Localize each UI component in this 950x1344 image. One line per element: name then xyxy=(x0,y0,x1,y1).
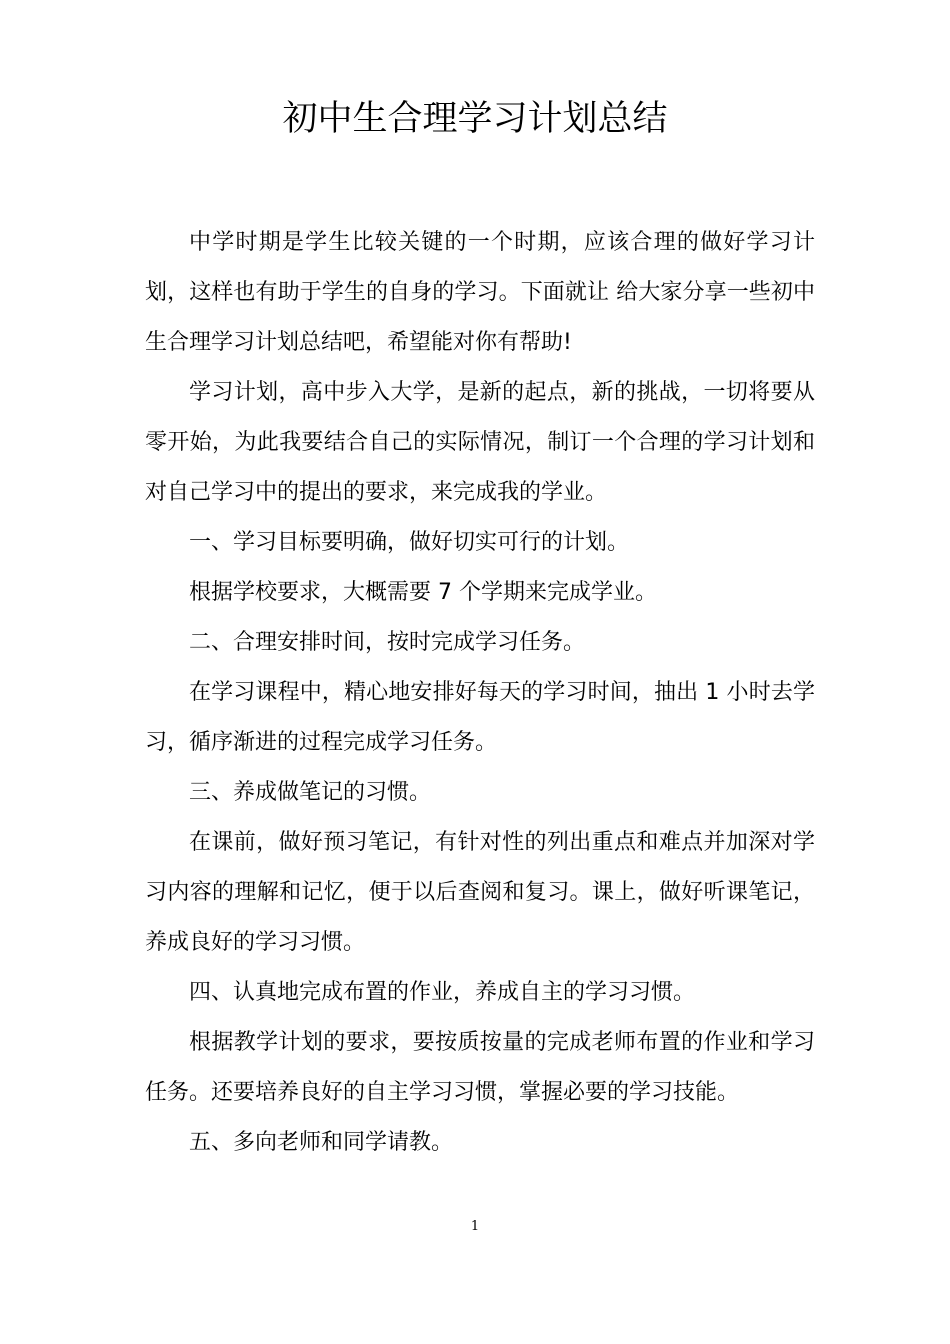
paragraph-section-1: 根据学校要求，大概需要 7 个学期来完成学业。 xyxy=(189,580,657,605)
section-heading-1: 一、学习目标要明确，做好切实可行的计划。 xyxy=(189,530,630,555)
section-heading-5: 五、多向老师和同学请教。 xyxy=(189,1130,454,1155)
section-heading-4: 四、认真地完成布置的作业，养成自主的学习习惯。 xyxy=(189,980,696,1005)
section-heading-2: 二、合理安排时间，按时完成学习任务。 xyxy=(189,630,586,655)
page-number: 1 xyxy=(470,1219,480,1234)
document-title: 初中生合理学习计划总结 xyxy=(282,99,668,139)
paragraph-section-4: 根据教学计划的要求，要按质按量的完成老师布置的作业和学习任务。还要培养良好的自主学习习惯，掌握必要的学习技能。 xyxy=(145,1030,815,1105)
paragraph-intro: 中学时期是学生比较关键的一个时期，应该合理的做好学习计划，这样也有助于学生的自身的学习。下面就让 给大家分享一些初中生合理学习计划总结吧，希望能对你有帮助! xyxy=(145,230,815,355)
paragraph-section-3: 在课前，做好预习笔记，有针对性的列出重点和难点并加深对学习内容的理解和记忆，便于以后查阅和复习。课上，做好听课笔记，养成良好的学习习惯。 xyxy=(145,830,815,955)
paragraph-study-plan: 学习计划，高中步入大学，是新的起点，新的挑战，一切将要从零开始，为此我要结合自己的实际情况，制订一个合理的学习计划和对自己学习中的提出的要求，来完成我的学业。 xyxy=(145,380,815,505)
paragraph-section-2: 在学习课程中，精心地安排好每天的学习时间，抽出 1 小时去学习，循序渐进的过程完成学习任务。 xyxy=(145,680,815,755)
section-heading-3: 三、养成做笔记的习惯。 xyxy=(189,780,432,805)
document-body xyxy=(145,218,815,1168)
